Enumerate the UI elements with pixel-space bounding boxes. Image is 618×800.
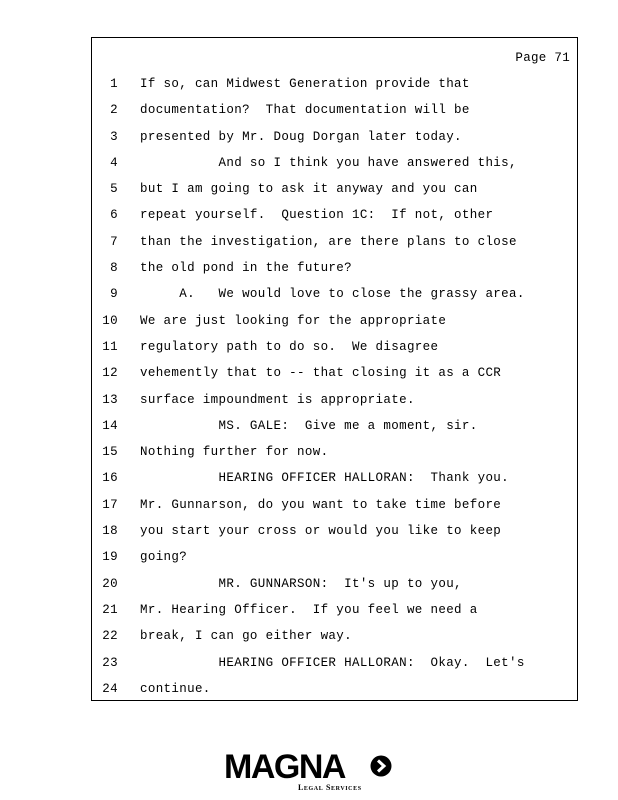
transcript-lines xyxy=(92,71,577,702)
transcript-line xyxy=(92,623,577,649)
line-number: 9 xyxy=(110,287,118,302)
line-number: 20 xyxy=(102,576,118,591)
line-number: 19 xyxy=(102,550,118,565)
transcript-line xyxy=(92,71,577,97)
line-number: 22 xyxy=(102,629,118,644)
line-number: 13 xyxy=(102,392,118,407)
line-text: continue. xyxy=(140,681,211,696)
line-text: MS. GALE: Give me a moment, sir. xyxy=(140,418,478,433)
transcript-line xyxy=(92,150,577,176)
transcript-line xyxy=(92,544,577,570)
line-text: MR. GUNNARSON: It's up to you, xyxy=(140,576,462,591)
line-number: 1 xyxy=(110,77,118,91)
line-text: documentation? That documentation will be xyxy=(140,103,470,118)
line-text: break, I can go either way. xyxy=(140,629,352,644)
line-number: 17 xyxy=(102,497,118,512)
logo-tagline: Legal Services xyxy=(298,783,362,792)
line-number: 24 xyxy=(102,681,118,696)
line-text: Mr. Hearing Officer. If you feel we need a xyxy=(140,602,478,617)
line-text: HEARING OFFICER HALLORAN: Okay. Let's xyxy=(140,655,525,670)
line-text: surface impoundment is appropriate. xyxy=(140,392,415,407)
transcript-line xyxy=(92,360,577,386)
line-text: And so I think you have answered this, xyxy=(140,155,517,170)
line-number: 2 xyxy=(110,103,118,118)
transcript-line xyxy=(92,387,577,413)
transcript-line xyxy=(92,176,577,202)
line-number: 6 xyxy=(110,208,118,223)
transcript-line xyxy=(92,492,577,518)
transcript-line xyxy=(92,650,577,676)
line-number: 7 xyxy=(110,234,118,249)
line-number: 10 xyxy=(102,313,118,328)
line-text: the old pond in the future? xyxy=(140,261,352,276)
line-text: Nothing further for now. xyxy=(140,445,329,460)
chevron-right-circle-icon xyxy=(370,755,392,777)
line-text: you start your cross or would you like to keep xyxy=(140,524,502,539)
transcript-line xyxy=(92,465,577,491)
transcript-line xyxy=(92,202,577,228)
magna-logo xyxy=(224,750,394,792)
line-text: presented by Mr. Doug Dorgan later today. xyxy=(140,129,462,144)
line-text: If so, can Midwest Generation provide that xyxy=(140,77,470,91)
line-number: 3 xyxy=(110,129,118,144)
line-text: repeat yourself. Question 1C: If not, other xyxy=(140,208,494,223)
page-number: Page 71 xyxy=(515,51,570,65)
transcript-line xyxy=(92,124,577,150)
transcript-line xyxy=(92,281,577,307)
line-number: 23 xyxy=(102,655,118,670)
line-text: but I am going to ask it anyway and you can xyxy=(140,182,478,197)
transcript-line xyxy=(92,255,577,281)
line-number: 18 xyxy=(102,524,118,539)
line-text: regulatory path to do so. We disagree xyxy=(140,339,439,354)
logo-wordmark: MAGNA xyxy=(224,748,345,786)
line-number: 5 xyxy=(110,182,118,197)
transcript-line xyxy=(92,518,577,544)
line-number: 16 xyxy=(102,471,118,486)
transcript-line xyxy=(92,571,577,597)
transcript-line xyxy=(92,597,577,623)
line-number: 12 xyxy=(102,366,118,381)
line-text: Mr. Gunnarson, do you want to take time before xyxy=(140,497,502,512)
transcript-line xyxy=(92,97,577,123)
transcript-page xyxy=(91,37,578,701)
line-number: 4 xyxy=(110,155,118,170)
line-number: 11 xyxy=(102,339,118,354)
line-text: HEARING OFFICER HALLORAN: Thank you. xyxy=(140,471,510,486)
line-text: A. We would love to close the grassy area. xyxy=(140,287,525,302)
transcript-line xyxy=(92,439,577,465)
line-number: 8 xyxy=(110,261,118,276)
transcript-line xyxy=(92,229,577,255)
transcript-line xyxy=(92,334,577,360)
line-text: We are just looking for the appropriate xyxy=(140,313,447,328)
transcript-line xyxy=(92,308,577,334)
line-number: 15 xyxy=(102,445,118,460)
transcript-line xyxy=(92,413,577,439)
transcript-line xyxy=(92,676,577,702)
line-number: 14 xyxy=(102,418,118,433)
line-text: vehemently that to -- that closing it as a CCR xyxy=(140,366,502,381)
line-text: going? xyxy=(140,550,188,565)
line-number: 21 xyxy=(102,602,118,617)
line-text: than the investigation, are there plans to close xyxy=(140,234,517,249)
